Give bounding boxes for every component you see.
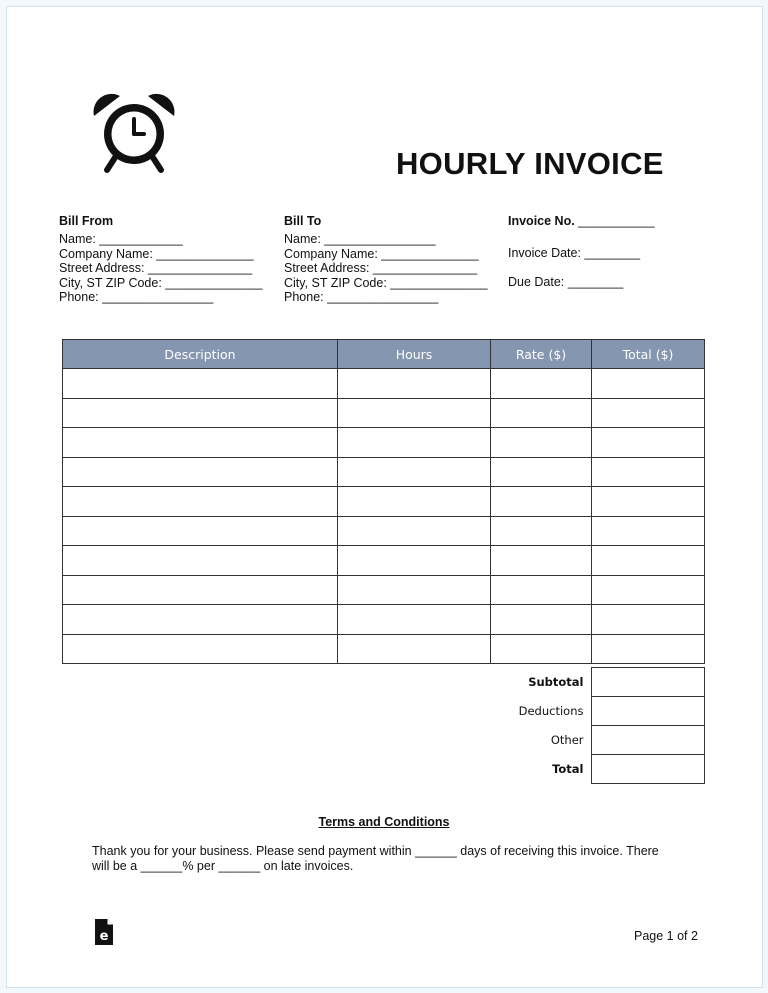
total-cell[interactable] — [592, 428, 705, 458]
invoice-info-section — [508, 214, 655, 289]
terms-line-2: will be a ______% per ______ on late invoices. — [92, 858, 354, 873]
table-header-row — [63, 340, 705, 369]
bill-to-phone: Phone: ________________ — [284, 290, 439, 304]
table-row — [63, 369, 705, 399]
total-label: Total — [552, 762, 584, 776]
hours-cell[interactable] — [338, 546, 491, 576]
deductions-row — [62, 697, 704, 726]
hours-cell[interactable] — [338, 575, 491, 605]
due-date: Due Date: ________ — [508, 275, 624, 289]
description-cell[interactable] — [63, 428, 338, 458]
total-row — [62, 755, 704, 784]
svg-text:e: e — [99, 929, 109, 944]
table-row — [63, 457, 705, 487]
total-field[interactable] — [591, 755, 704, 784]
table-row — [63, 398, 705, 428]
rate-cell[interactable] — [491, 487, 592, 517]
rate-cell[interactable] — [491, 369, 592, 399]
column-header-hours: Hours — [338, 340, 491, 369]
description-cell[interactable] — [63, 516, 338, 546]
column-header-description: Description — [63, 340, 338, 369]
rate-cell[interactable] — [491, 634, 592, 664]
bill-to-company: Company Name: ______________ — [284, 246, 479, 261]
column-header-total: Total ($) — [592, 340, 705, 369]
bill-to-city: City, ST ZIP Code: ______________ — [284, 275, 488, 290]
description-cell[interactable] — [63, 575, 338, 605]
description-cell[interactable] — [63, 398, 338, 428]
total-cell[interactable] — [592, 546, 705, 576]
totals-table — [62, 667, 705, 784]
terms-text — [92, 844, 692, 873]
alarm-clock-icon — [90, 90, 178, 178]
column-header-rate: Rate ($) — [491, 340, 592, 369]
description-cell[interactable] — [63, 634, 338, 664]
rate-cell[interactable] — [491, 398, 592, 428]
subtotal-label: Subtotal — [528, 675, 584, 689]
total-cell[interactable] — [592, 487, 705, 517]
hours-cell[interactable] — [338, 369, 491, 399]
deductions-label: Deductions — [518, 704, 584, 718]
total-cell[interactable] — [592, 605, 705, 635]
rate-cell[interactable] — [491, 516, 592, 546]
bill-from-section — [59, 214, 263, 305]
line-items-table — [62, 339, 705, 664]
table-row — [63, 428, 705, 458]
deductions-field[interactable] — [591, 697, 704, 726]
subtotal-field[interactable] — [591, 668, 704, 697]
bill-to-name: Name: ________________ — [284, 232, 436, 246]
bill-to-street: Street Address: _______________ — [284, 261, 478, 275]
rate-cell[interactable] — [491, 457, 592, 487]
invoice-number-label: Invoice No. — [508, 214, 575, 228]
hours-cell[interactable] — [338, 516, 491, 546]
bill-from-phone: Phone: ________________ — [59, 290, 214, 304]
description-cell[interactable] — [63, 546, 338, 576]
hours-cell[interactable] — [338, 398, 491, 428]
document-e-icon — [94, 918, 114, 946]
table-row — [63, 516, 705, 546]
total-cell[interactable] — [592, 516, 705, 546]
hours-cell[interactable] — [338, 428, 491, 458]
bill-from-street: Street Address: _______________ — [59, 261, 253, 275]
table-row — [63, 546, 705, 576]
terms-line-1: Thank you for your business. Please send payment within ______ days of receiving this invoice. There — [92, 844, 659, 858]
description-cell[interactable] — [63, 457, 338, 487]
hours-cell[interactable] — [338, 487, 491, 517]
invoice-number-blank: ___________ — [574, 214, 655, 228]
other-row — [62, 726, 704, 755]
other-label: Other — [550, 733, 584, 747]
page-title: HOURLY INVOICE — [396, 146, 664, 181]
description-cell[interactable] — [63, 605, 338, 635]
table-row — [63, 487, 705, 517]
total-cell[interactable] — [592, 369, 705, 399]
total-cell[interactable] — [592, 398, 705, 428]
rate-cell[interactable] — [491, 546, 592, 576]
invoice-number-row — [508, 214, 655, 229]
table-row — [63, 634, 705, 664]
rate-cell[interactable] — [491, 575, 592, 605]
description-cell[interactable] — [63, 369, 338, 399]
terms-title: Terms and Conditions — [318, 815, 450, 829]
rate-cell[interactable] — [491, 428, 592, 458]
page-number: Page 1 of 2 — [634, 929, 698, 943]
description-cell[interactable] — [63, 487, 338, 517]
bill-from-company: Company Name: ______________ — [59, 246, 254, 261]
total-cell[interactable] — [592, 634, 705, 664]
bill-from-name: Name: ____________ — [59, 232, 183, 246]
hours-cell[interactable] — [338, 605, 491, 635]
rate-cell[interactable] — [491, 605, 592, 635]
invoice-date: Invoice Date: ________ — [508, 246, 641, 260]
table-row — [63, 575, 705, 605]
table-row — [63, 605, 705, 635]
subtotal-row — [62, 668, 704, 697]
bill-to-heading: Bill To — [284, 214, 322, 228]
bill-from-city: City, ST ZIP Code: ______________ — [59, 275, 263, 290]
total-cell[interactable] — [592, 575, 705, 605]
other-field[interactable] — [591, 726, 704, 755]
bill-to-section — [284, 214, 488, 305]
hours-cell[interactable] — [338, 457, 491, 487]
total-cell[interactable] — [592, 457, 705, 487]
bill-from-heading: Bill From — [59, 214, 114, 228]
hours-cell[interactable] — [338, 634, 491, 664]
